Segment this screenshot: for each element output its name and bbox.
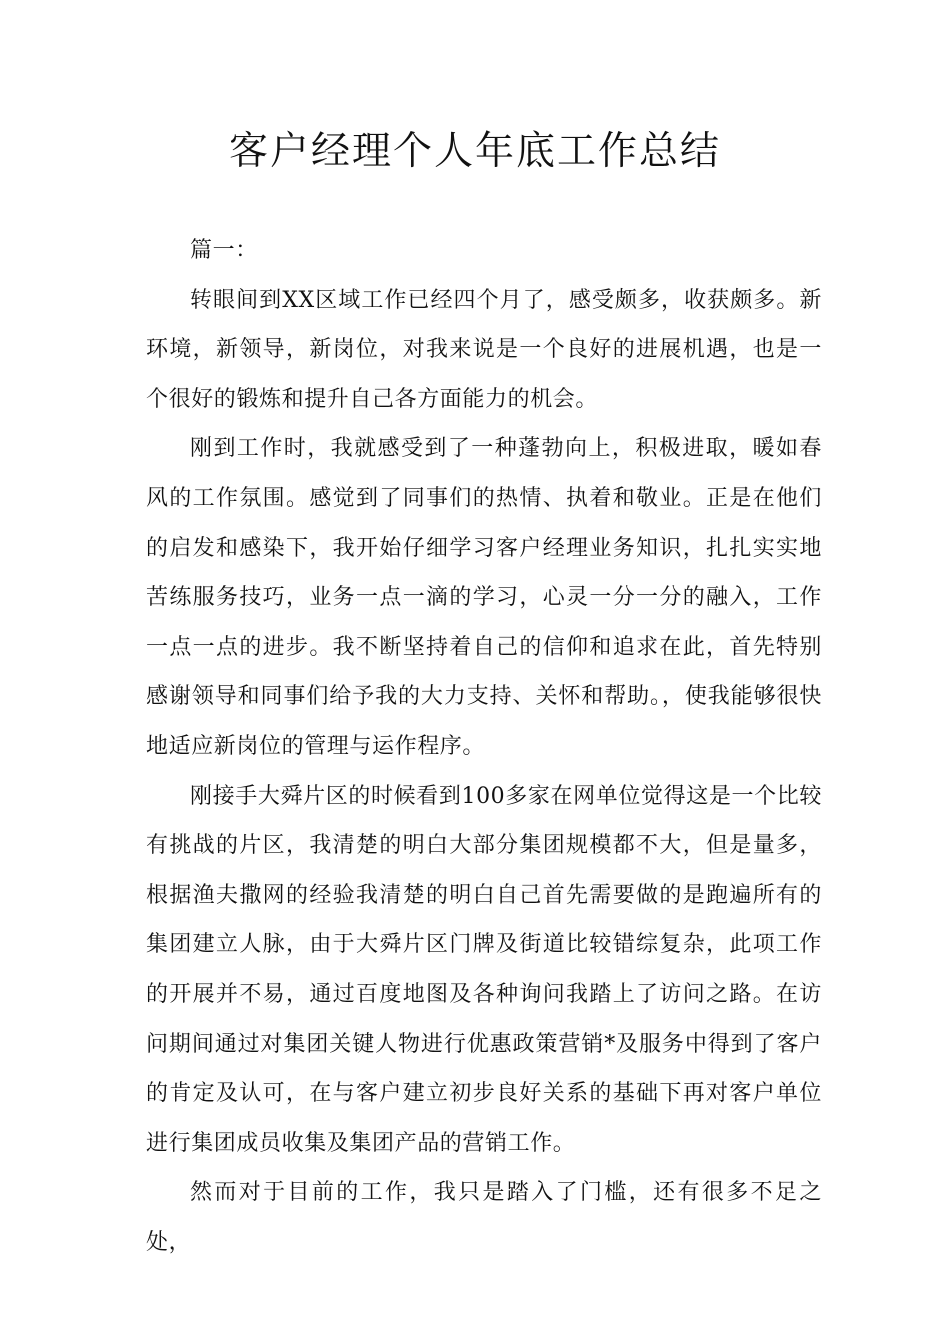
document-title: 客户经理个人年底工作总结 xyxy=(228,129,721,174)
paragraph-2: 刚到工作时，我就感受到了一种蓬勃向上，积极进取，暖如春风的工作氛围。感觉到了同事们的热情、执着和敬业。正是在他们的启发和感染下，我开始仔细学习客户经理业务知识，扎扎实实地苦练服务技巧，业务一点一滴的学习，心灵一分一分的融入，工作一点一点的进步。我不断坚持着自己的信仰和追求在此，首先特别感谢领导和同事们给予我的大力支持、关怀和帮助。，使我能够很快地适应新岗位的管理与运作程序。 xyxy=(146,436,822,759)
paragraph-3: 刚接手大舜片区的时候看到100多家在网单位觉得这是一个比较有挑战的片区，我清楚的明白大部分集团规模都不大，但是量多，根据渔夫撒网的经验我清楚的明白自己首先需要做的是跑遍所有的集团建立人脉，由于大舜片区门牌及街道比较错综复杂，此项工作的开展并不易，通过百度地图及各种询问我踏上了访问之路。在访问期间通过对集团关键人物进行优惠政策营销*及服务中得到了客户的肯定及认可，在与客户建立初步良好关系的基础下再对客户单位进行集团成员收集及集团产品的营销工作。 xyxy=(146,783,822,1156)
paragraph-4: 然而对于目前的工作，我只是踏入了门槛，还有很多不足之处， xyxy=(146,1180,822,1255)
paragraph-section-heading: 篇一： xyxy=(190,238,258,263)
document-body xyxy=(146,226,822,1267)
paragraph-1: 转眼间到XX区域工作已经四个月了，感受颇多，收获颇多。新环境，新领导，新岗位，对我来说是一个良好的进展机遇，也是一个很好的锻炼和提升自己各方面能力的机会。 xyxy=(146,287,822,412)
